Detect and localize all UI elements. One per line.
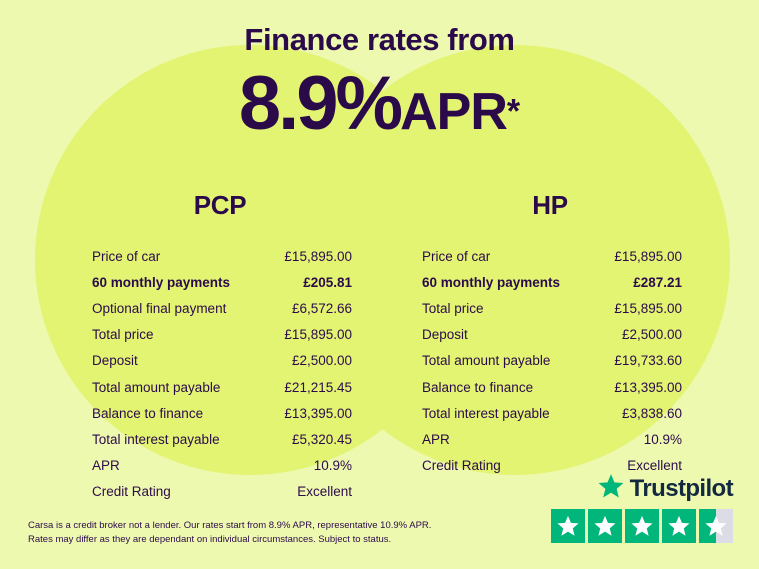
apr-asterisk: * — [506, 92, 521, 131]
row-value: £5,320.45 — [291, 431, 352, 447]
hp-rows — [400, 243, 700, 479]
row-label: APR — [422, 431, 450, 447]
trustpilot-star-icon — [598, 473, 624, 504]
row-label: Total amount payable — [422, 353, 551, 369]
row-value: £15,895.00 — [284, 327, 352, 343]
trustpilot-wordmark — [523, 473, 733, 504]
row-value: £6,572.66 — [291, 300, 352, 316]
row-value: £19,733.60 — [614, 353, 682, 369]
trustpilot-rating-stars — [523, 509, 733, 543]
table-row — [400, 269, 700, 295]
row-value: £15,895.00 — [614, 300, 682, 316]
apr-label: APR — [400, 83, 507, 141]
row-label: Total amount payable — [92, 379, 221, 395]
table-row — [70, 426, 370, 452]
row-value: 10.9% — [313, 458, 352, 474]
row-value: 10.9% — [643, 431, 682, 447]
disclaimer-line-1: Carsa is a credit broker not a lender. Our rates start from 8.9% APR, representative 10.9% APR. — [28, 520, 432, 532]
row-label: Total interest payable — [92, 431, 220, 447]
table-row — [400, 243, 700, 269]
table-row — [70, 374, 370, 400]
trustpilot-name: Trustpilot — [629, 474, 733, 502]
rating-star-icon — [625, 509, 659, 543]
trustpilot-badge — [523, 473, 733, 543]
table-row — [70, 295, 370, 321]
row-label: Price of car — [92, 248, 161, 264]
table-row — [400, 322, 700, 348]
pcp-rows — [70, 243, 370, 505]
row-value: £2,500.00 — [621, 327, 682, 343]
table-row — [70, 322, 370, 348]
hp-title: HP — [532, 190, 568, 220]
row-value: £287.21 — [633, 274, 682, 290]
row-label: Total price — [92, 327, 154, 343]
row-label: Credit Rating — [92, 484, 171, 500]
row-value: £205.81 — [303, 274, 352, 290]
row-label: Credit Rating — [422, 458, 501, 474]
table-row — [400, 348, 700, 374]
row-label: 60 monthly payments — [92, 274, 231, 290]
row-label: Optional final payment — [92, 300, 227, 316]
table-row — [70, 348, 370, 374]
table-row — [400, 400, 700, 426]
apr-headline — [0, 61, 759, 146]
pcp-title: PCP — [193, 190, 247, 220]
apr-value: 8.9% — [238, 61, 401, 146]
table-row — [70, 400, 370, 426]
table-row — [400, 426, 700, 452]
table-row — [400, 295, 700, 321]
row-label: Deposit — [422, 327, 468, 343]
row-value: £15,895.00 — [614, 248, 682, 264]
rating-star-icon — [588, 509, 622, 543]
rating-star-icon — [662, 509, 696, 543]
row-value: Excellent — [627, 458, 682, 474]
row-value: £2,500.00 — [291, 353, 352, 369]
table-row — [70, 479, 370, 505]
row-label: Total price — [422, 300, 484, 316]
row-value: £15,895.00 — [284, 248, 352, 264]
row-value: £13,395.00 — [614, 379, 682, 395]
row-value: £3,838.60 — [621, 405, 682, 421]
row-label: Deposit — [92, 353, 138, 369]
row-value: Excellent — [297, 484, 352, 500]
page-title: Finance rates from — [244, 22, 515, 57]
row-label: APR — [92, 458, 120, 474]
disclaimer-line-2: Rates may differ as they are dependant on individual circumstances. Subject to status. — [28, 534, 392, 546]
disclaimer — [28, 519, 458, 547]
row-label: Balance to finance — [422, 379, 534, 395]
table-row — [70, 243, 370, 269]
rating-star-half-icon — [699, 509, 733, 543]
rating-star-icon — [551, 509, 585, 543]
row-label: Price of car — [422, 248, 491, 264]
table-row — [400, 374, 700, 400]
row-label: 60 monthly payments — [422, 274, 561, 290]
table-row — [70, 453, 370, 479]
row-value: £13,395.00 — [284, 405, 352, 421]
table-row — [70, 269, 370, 295]
row-label: Balance to finance — [92, 405, 204, 421]
hp-column — [400, 190, 700, 479]
pcp-column — [70, 190, 370, 505]
row-value: £21,215.45 — [284, 379, 352, 395]
row-label: Total interest payable — [422, 405, 550, 421]
